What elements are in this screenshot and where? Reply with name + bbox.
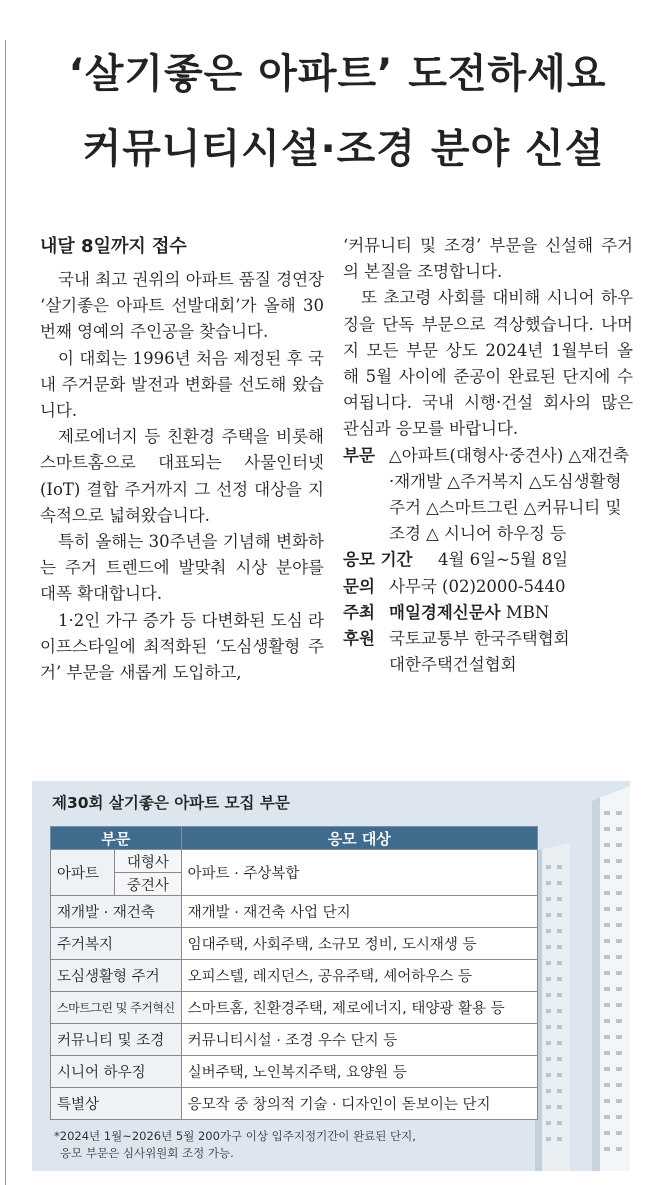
category-infobox bbox=[32, 781, 630, 1171]
article-right-column bbox=[343, 233, 633, 678]
info-label: 응모 기간 bbox=[343, 550, 413, 570]
table-row bbox=[51, 1056, 538, 1088]
info-label: 주최 bbox=[343, 602, 375, 622]
table-row bbox=[51, 992, 538, 1024]
target-cell: 오피스텔, 레지던스, 공유주택, 셰어하우스 등 bbox=[181, 960, 537, 992]
target-cell: 스마트홈, 친환경주택, 제로에너지, 태양광 활용 등 bbox=[181, 992, 537, 1024]
info-value: 사무국 (02)2000-5440 bbox=[389, 576, 566, 596]
host-rest: MBN bbox=[500, 602, 550, 622]
target-cell: 재개발 · 재건축 사업 단지 bbox=[181, 896, 537, 928]
paragraph: 제로에너지 등 친환경 주택을 비롯해 스마트홈으로 대표되는 사물인터넷(IoT) 결합 주거까지 그 선정 대상을 지속적으로 넓혀왔습니다. bbox=[40, 427, 324, 525]
table-row bbox=[51, 960, 538, 992]
article-subhead: 내달 8일까지 접수 bbox=[40, 236, 187, 257]
header-target: 응모 대상 bbox=[181, 827, 537, 850]
infobox-footnote bbox=[54, 1128, 416, 1162]
headline-line-1: ‘살기좋은 아파트’ 도전하세요 bbox=[68, 51, 607, 97]
target-cell: 커뮤니티시설 · 조경 우수 단지 등 bbox=[181, 1024, 537, 1056]
apartment-building-illustration bbox=[530, 781, 630, 1171]
paragraph-continuation: ‘커뮤니티 및 조경’ 부문을 신설해 주거의 본질을 조명합니다. bbox=[343, 236, 633, 282]
paragraph: 국내 최고 권위의 아파트 품질 경연장 ‘살기좋은 아파트 선발대회’가 올해 30번째 영예의 주인공을 찾습니다. bbox=[40, 270, 324, 342]
paragraph: 1·2인 가구 증가 등 다변화된 도심 라이프스타일에 최적화된 ‘도심생활형 주거’ 부문을 새롭게 도입하고, bbox=[40, 610, 324, 683]
sponsor-line: 대한주택건설협회 bbox=[389, 655, 517, 675]
host-name: 매일경제신문사 bbox=[389, 602, 501, 622]
target-cell: 응모작 중 창의적 기술 · 디자인이 돋보이는 단지 bbox=[181, 1088, 537, 1120]
info-sponsor bbox=[343, 626, 633, 678]
table-header-row bbox=[51, 827, 538, 850]
paragraph: 특히 올해는 30주년을 기념해 변화하는 주거 트렌드에 발맞춰 시상 분야를 대폭 확대합니다. bbox=[40, 532, 324, 604]
infobox-title: 제30회 살기좋은 아파트 모집 부문 bbox=[52, 794, 290, 812]
category-table bbox=[50, 826, 538, 1120]
info-value: △아파트(대형사·중견사) △재건축·재개발 △주거복지 △도심생활형 주거 △스마트그린 △커뮤니티 및 조경 △ 시니어 하우징 등 bbox=[389, 445, 630, 544]
info-host bbox=[343, 600, 633, 626]
target-cell: 아파트 · 주상복합 bbox=[181, 850, 537, 896]
table-row bbox=[51, 1088, 538, 1120]
info-label: 문의 bbox=[343, 576, 375, 596]
info-parts bbox=[343, 443, 633, 548]
category-cell: 아파트 bbox=[51, 850, 115, 896]
info-value bbox=[389, 626, 633, 678]
table-row bbox=[51, 1024, 538, 1056]
info-period bbox=[343, 547, 633, 573]
subcategory-cell: 대형사 bbox=[115, 850, 181, 873]
info-value bbox=[389, 600, 633, 626]
footnote-line: *2024년 1월~2026년 5월 200가구 이상 입주지정기간이 완료된 단지, bbox=[54, 1129, 416, 1143]
footnote-line: 응모 부문은 심사위원회 조정 가능. bbox=[60, 1146, 234, 1160]
info-label: 부문 bbox=[343, 445, 375, 465]
sponsor-line: 국토교통부 한국주택협회 bbox=[389, 629, 570, 649]
category-cell: 재개발 · 재건축 bbox=[51, 896, 182, 928]
headline-line-2: 커뮤니티시설·조경 분야 신설 bbox=[82, 126, 605, 172]
category-cell: 시니어 하우징 bbox=[51, 1056, 182, 1088]
info-contact bbox=[343, 574, 633, 600]
paragraph: 이 대회는 1996년 처음 제정된 후 국내 주거문화 발전과 변화를 선도해 왔습니다. bbox=[40, 348, 324, 421]
info-label: 후원 bbox=[343, 629, 375, 649]
header-category: 부문 bbox=[51, 827, 182, 850]
article-left-column bbox=[40, 233, 324, 686]
paragraph: 또 초고령 사회를 대비해 시니어 하우징을 단독 부문으로 격상했습니다. 나머지 모든 부문 상도 2024년 1월부터 올해 5월 사이에 준공이 완료된 단지에 수여됩니다. 국내 시행·건설 회사의 많은 관심과 응모를 바랍니다. bbox=[343, 288, 633, 439]
table-row bbox=[51, 850, 538, 873]
category-cell: 커뮤니티 및 조경 bbox=[51, 1024, 182, 1056]
table-row bbox=[51, 928, 538, 960]
contest-info bbox=[343, 443, 633, 679]
category-cell: 도심생활형 주거 bbox=[51, 960, 182, 992]
target-cell: 실버주택, 노인복지주택, 요양원 등 bbox=[181, 1056, 537, 1088]
subcategory-cell: 중견사 bbox=[115, 873, 181, 896]
category-cell: 특별상 bbox=[51, 1088, 182, 1120]
column-rule bbox=[5, 40, 6, 1185]
table-row bbox=[51, 896, 538, 928]
info-value: 4월 6일~5월 8일 bbox=[438, 550, 569, 570]
target-cell: 임대주택, 사회주택, 소규모 정비, 도시재생 등 bbox=[181, 928, 537, 960]
category-cell: 스마트그린 및 주거혁신 bbox=[51, 992, 182, 1024]
category-cell: 주거복지 bbox=[51, 928, 182, 960]
